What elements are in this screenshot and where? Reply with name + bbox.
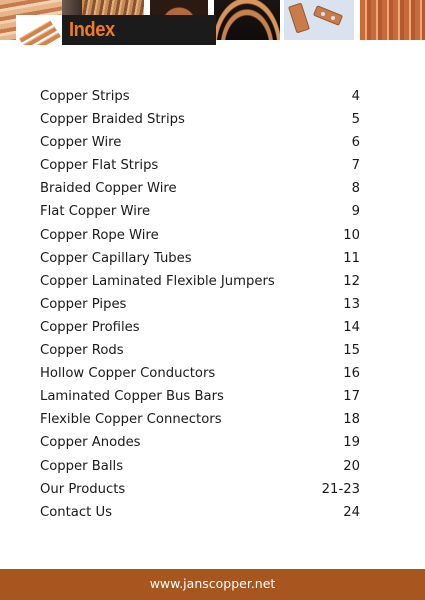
toc-entry[interactable]: [40, 389, 360, 412]
toc-entry-title: Copper Rope Wire: [40, 227, 159, 243]
toc-entry[interactable]: [40, 320, 360, 343]
toc-entry-page-number: 8: [351, 181, 360, 197]
toc-entry-title: Braided Copper Wire: [40, 181, 177, 197]
toc-entry-title: Copper Strips: [40, 89, 130, 104]
toc-entry[interactable]: [40, 228, 360, 251]
toc-entry[interactable]: [40, 89, 360, 112]
toc-entry[interactable]: [40, 181, 360, 204]
toc-entry-page-number: 21-23: [321, 481, 360, 497]
toc-entry-title: Hollow Copper Conductors: [40, 366, 216, 382]
toc-entry[interactable]: [40, 343, 360, 366]
toc-entry[interactable]: [40, 274, 360, 297]
copper-connectors-photo: [284, 0, 354, 40]
toc-entry-page-number: 20: [343, 458, 360, 474]
contents-list: [40, 89, 360, 528]
toc-entry-title: Our Products: [40, 481, 126, 497]
page-title: Index: [69, 19, 115, 41]
toc-entry-title: Copper Laminated Flexible Jumpers: [40, 273, 275, 289]
connector-bar-shape: [313, 5, 343, 26]
toc-entry[interactable]: [40, 158, 360, 181]
toc-entry-title: Flexible Copper Connectors: [40, 412, 222, 428]
toc-entry-page-number: 5: [351, 112, 360, 128]
connector-hole: [331, 16, 335, 20]
toc-entry[interactable]: [40, 505, 360, 528]
index-heading: [0, 15, 216, 45]
toc-entry-page-number: 11: [343, 250, 360, 266]
toc-entry-page-number: 10: [343, 227, 360, 243]
footer-bar: [0, 569, 425, 600]
toc-entry[interactable]: [40, 482, 360, 505]
connector-hole: [321, 12, 325, 16]
toc-entry-page-number: 17: [343, 389, 360, 405]
toc-entry-page-number: 24: [343, 504, 360, 520]
toc-entry-title: Copper Rods: [40, 343, 124, 359]
toc-entry[interactable]: [40, 459, 360, 482]
toc-entry-page-number: 6: [351, 135, 360, 151]
toc-entry-page-number: 7: [351, 158, 360, 174]
toc-entry-title: Contact Us: [40, 504, 113, 520]
toc-entry-title: Copper Profiles: [40, 319, 140, 335]
toc-entry[interactable]: [40, 297, 360, 320]
toc-entry-title: Laminated Copper Bus Bars: [40, 389, 224, 405]
copper-rods-photo: [360, 0, 425, 40]
toc-entry-page-number: 18: [343, 412, 360, 428]
index-title-bar: [62, 15, 216, 45]
toc-entry-title: Copper Pipes: [40, 296, 127, 312]
toc-entry[interactable]: [40, 412, 360, 435]
toc-entry-page-number: 12: [343, 273, 360, 289]
toc-entry-page-number: 15: [343, 343, 360, 359]
connector-bar-shape: [288, 3, 310, 34]
toc-entry[interactable]: [40, 135, 360, 158]
toc-entry-title: Copper Anodes: [40, 435, 141, 451]
toc-entry[interactable]: [40, 251, 360, 274]
toc-entry[interactable]: [40, 366, 360, 389]
toc-entry[interactable]: [40, 112, 360, 135]
toc-entry-page-number: 14: [343, 319, 360, 335]
toc-entry-title: Copper Balls: [40, 458, 124, 474]
website-url: www.janscopper.net: [149, 576, 276, 591]
toc-entry-title: Copper Flat Strips: [40, 158, 159, 174]
copper-rope-coil-photo: [214, 0, 280, 40]
toc-entry-title: Flat Copper Wire: [40, 204, 151, 220]
toc-entry-title: Copper Wire: [40, 135, 122, 151]
toc-entry-page-number: 19: [343, 435, 360, 451]
toc-entry-title: Copper Braided Strips: [40, 112, 185, 128]
toc-entry[interactable]: [40, 204, 360, 227]
toc-entry-page-number: 13: [343, 296, 360, 312]
toc-entry-page-number: 4: [351, 89, 360, 104]
toc-entry-page-number: 9: [351, 204, 360, 220]
copper-strips-icon: [16, 15, 62, 45]
toc-entry-page-number: 16: [343, 366, 360, 382]
toc-entry-title: Copper Capillary Tubes: [40, 250, 192, 266]
toc-entry[interactable]: [40, 435, 360, 458]
